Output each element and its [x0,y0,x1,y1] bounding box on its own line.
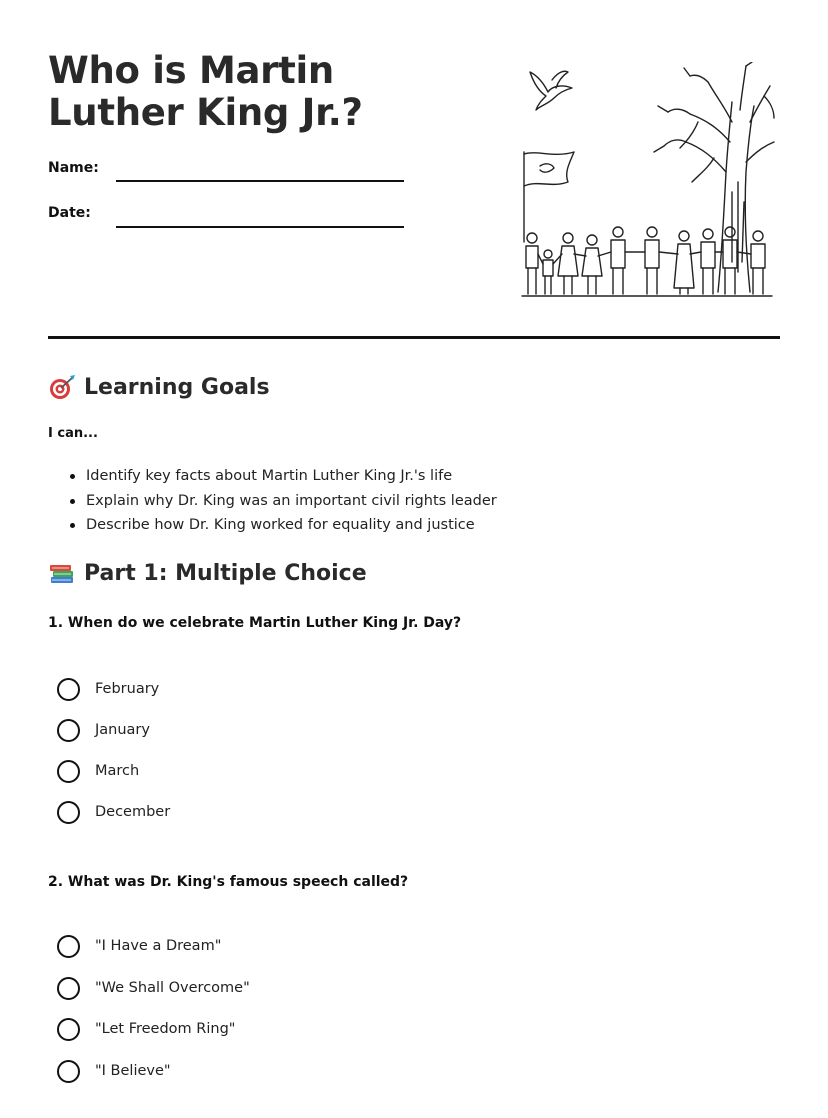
option-label: "We Shall Overcome" [95,980,250,996]
q1-option-d[interactable] [57,800,170,824]
q2-option-d[interactable] [57,1059,171,1083]
option-label: February [95,681,160,697]
radio-button[interactable] [57,801,80,824]
option-label: March [95,763,140,779]
question-1: 1. When do we celebrate Martin Luther King Jr. Day? [48,615,462,631]
learning-goals-heading [48,374,270,400]
radio-button[interactable] [57,719,80,742]
radio-button[interactable] [57,678,80,701]
name-label: Name: [48,160,99,176]
learning-goals-list [64,464,497,538]
learning-goals-title: Learning Goals [84,374,270,400]
option-label: "I Have a Dream" [95,938,222,954]
radio-button[interactable] [57,977,80,1000]
worksheet-title: Who is Martin Luther King Jr.? [48,49,363,134]
radio-button[interactable] [57,935,80,958]
option-label: December [95,804,171,820]
list-item: Explain why Dr. King was an important civil rights leader [64,489,497,514]
people-row-icon [522,227,772,296]
q1-option-a[interactable] [57,677,159,701]
books-icon [48,560,76,586]
radio-button[interactable] [57,1060,80,1083]
part1-title: Part 1: Multiple Choice [84,560,367,586]
dove-icon [530,71,572,110]
list-item: Identify key facts about Martin Luther King Jr.'s life [64,464,497,489]
radio-button[interactable] [57,1018,80,1041]
q1-option-c[interactable] [57,759,139,783]
i-can-label: I can... [48,426,98,441]
part1-heading [48,560,367,586]
target-icon [48,374,76,400]
q2-option-c[interactable] [57,1017,235,1041]
q2-option-b[interactable] [57,976,250,1000]
date-field[interactable] [116,226,404,228]
header-divider [48,336,780,339]
radio-button[interactable] [57,760,80,783]
tree-icon [654,62,774,292]
question-2: 2. What was Dr. King's famous speech called? [48,874,409,890]
option-label: "Let Freedom Ring" [95,1021,236,1037]
option-label: "I Believe" [95,1063,171,1079]
date-label: Date: [48,205,91,221]
flag-icon [524,152,574,242]
option-label: January [95,722,150,738]
q1-option-b[interactable] [57,718,150,742]
list-item: Describe how Dr. King worked for equality and justice [64,513,497,538]
q2-option-a[interactable] [57,934,221,958]
name-field[interactable] [116,180,404,182]
civil-rights-illustration [518,62,776,302]
